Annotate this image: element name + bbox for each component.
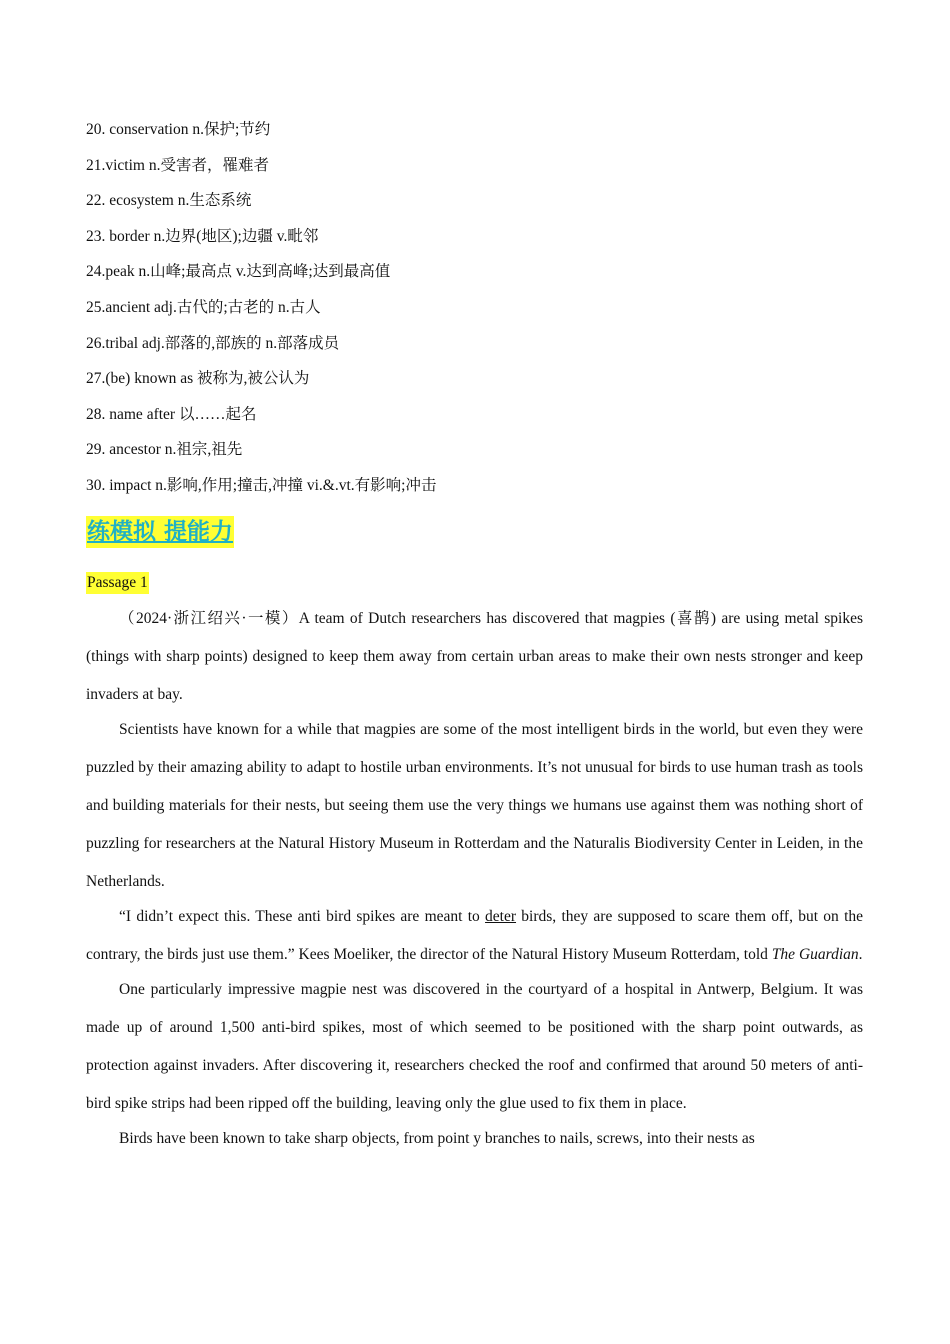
publication-name: The Guardian xyxy=(771,946,859,963)
paragraph-3-text: birds, they are supposed to scare them off, but on the contrary, the birds just use them.” Kees Moeliker, the director of the Natural History Museum Rotterdam, told xyxy=(86,908,863,963)
vocab-item: 30. impact n.影响,作用;撞击,冲撞 vi.&.vt.有影响;冲击 xyxy=(86,476,437,494)
vocab-item: 21.victim n.受害者，罹难者 xyxy=(86,156,269,174)
passage-label: Passage 1 xyxy=(86,572,149,594)
paragraph-3 xyxy=(86,898,863,974)
paragraph-4: One particularly impressive magpie nest was discovered in the courtyard of a hospital in Antwerp, Belgium. It was made up of around 1,500 anti-bird spikes, most of which seemed to be positioned with the sharp point outwards, as protection against invaders. After discovering it, researchers checked the roof and confirmed that around 50 meters of anti-bird spike strips had been ripped off the building, leaving only the glue used to fix them in place. xyxy=(86,981,863,1112)
vocab-item: 27.(be) known as 被称为,被公认为 xyxy=(86,370,310,388)
vocab-item: 29. ancestor n.祖宗,祖先 xyxy=(86,441,243,459)
vocab-item: 25.ancient adj.古代的;古老的 n.古人 xyxy=(86,298,321,316)
vocab-item: 26.tribal adj.部落的,部族的 n.部落成员 xyxy=(86,334,340,352)
paragraph-2: Scientists have known for a while that magpies are some of the most intelligent birds in the world, but even they were puzzled by their amazing ability to adapt to hostile urban environments. It’s not unusual for birds to use human trash as tools and building materials for their nests, but seeing them use the very things we humans use against them was nothing short of puzzling for researchers at the Natural History Museum in Rotterdam and the Naturalis Biodiversity Center in Leiden, in the Netherlands. xyxy=(86,721,863,890)
section-title: 练模拟 提能力 xyxy=(86,516,234,548)
vocab-item: 23. border n.边界(地区);边疆 v.毗邻 xyxy=(86,227,319,245)
paragraph-3-text: “I didn’t expect this. These anti bird spikes are meant to xyxy=(119,908,486,925)
vocab-item: 22. ecosystem n.生态系统 xyxy=(86,192,252,210)
passage-text xyxy=(86,600,863,1158)
vocab-item: 24.peak n.山峰;最高点 v.达到高峰;达到最高值 xyxy=(86,263,391,281)
paragraph-5: Birds have been known to take sharp objects, from point y branches to nails, screws, into their nests as xyxy=(119,1130,755,1147)
vocab-item: 28. name after 以……起名 xyxy=(86,405,257,423)
paragraph-3-text: . xyxy=(858,946,863,963)
paragraph-1: （2024·浙江绍兴·一模）A team of Dutch researchers has discovered that magpies (喜鹊) are using metal spikes (things with sharp points) designed to keep them away from certain urban areas to make their own nests stronger and keep invaders at bay. xyxy=(86,610,863,703)
vocab-item: 20. conservation n.保护;节约 xyxy=(86,121,271,138)
vocabulary-list xyxy=(86,112,876,504)
underlined-word: deter xyxy=(485,908,517,925)
